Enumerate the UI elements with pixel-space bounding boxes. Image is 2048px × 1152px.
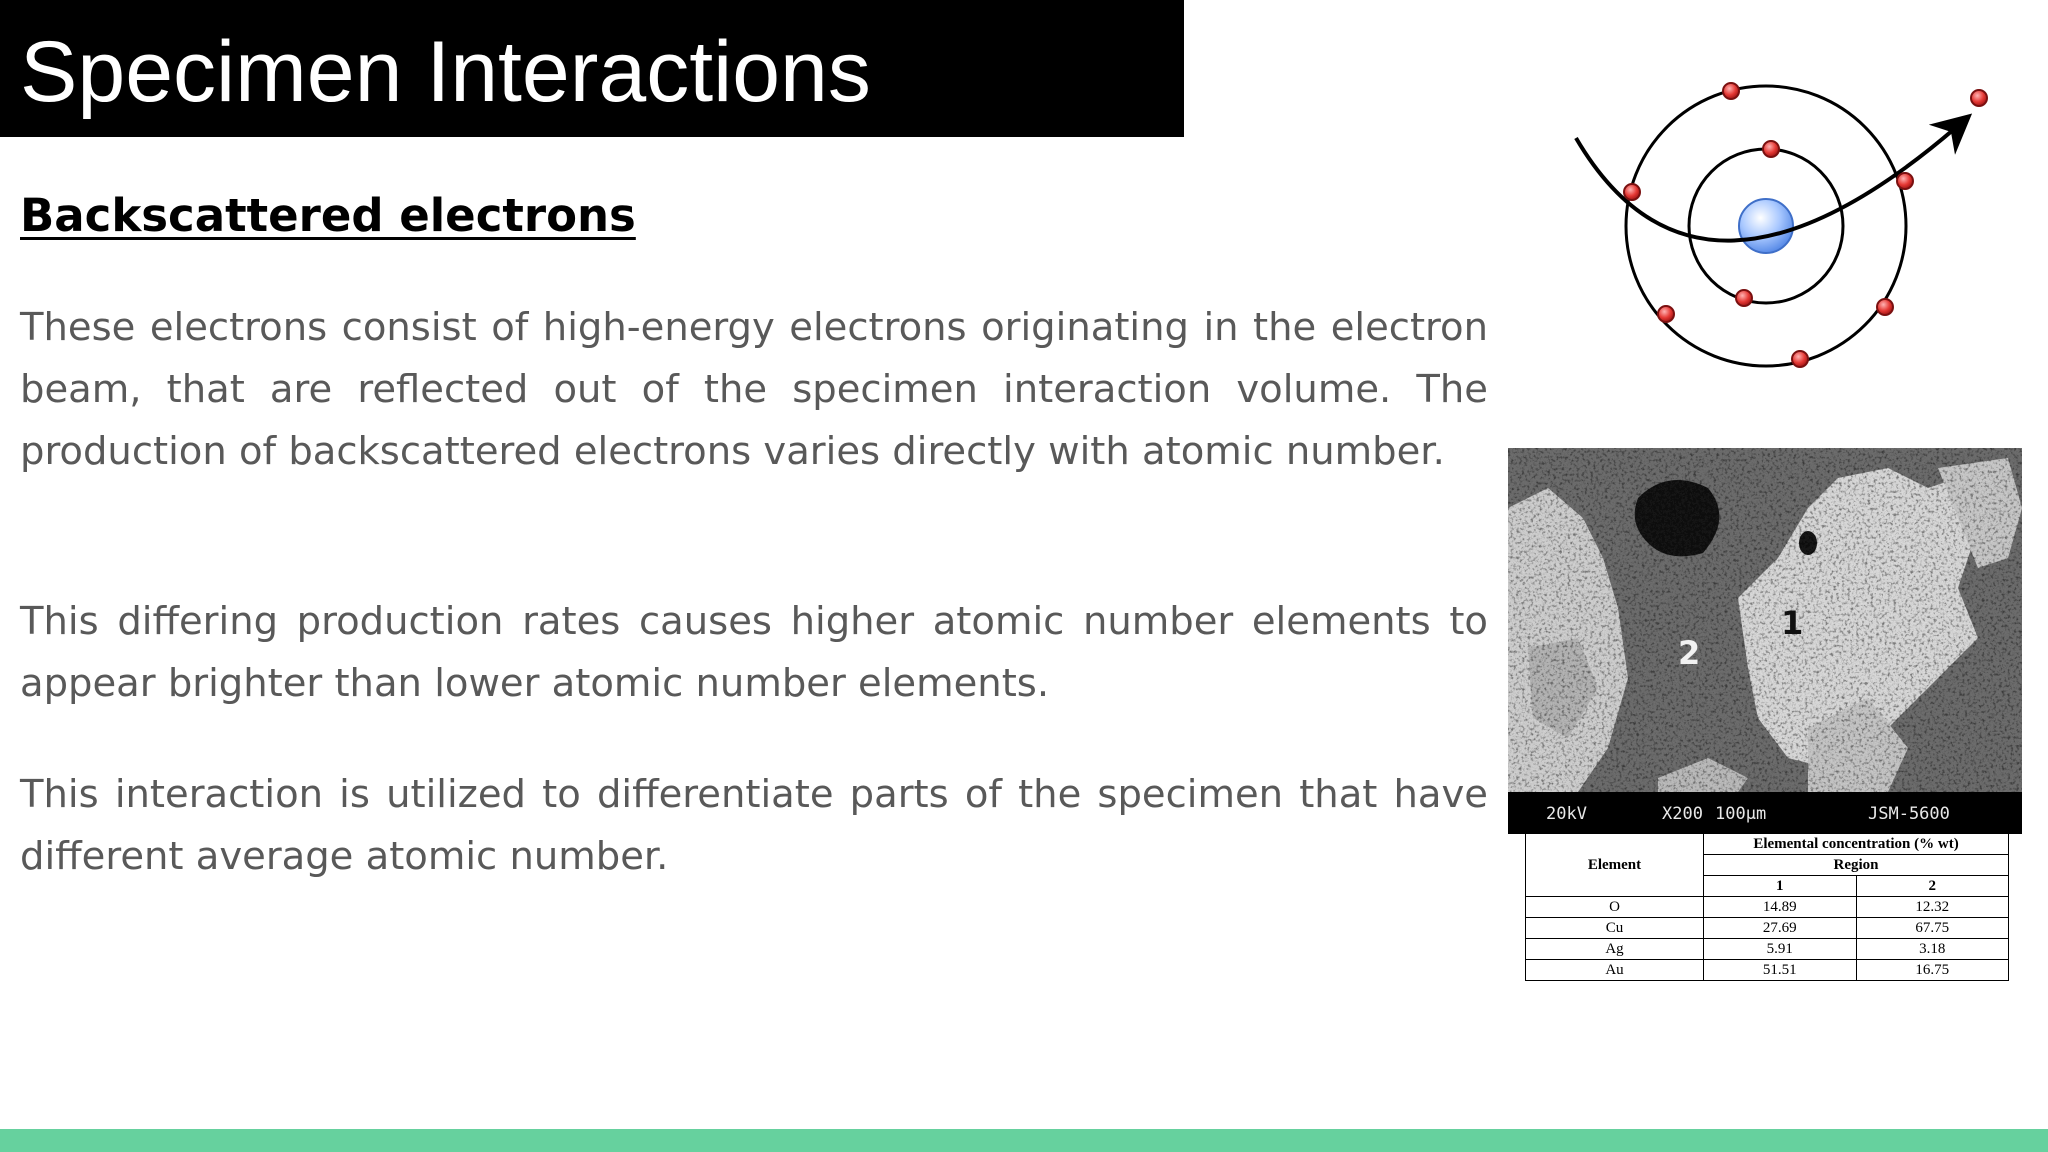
sem-voltage: 20kV xyxy=(1546,804,1587,824)
table-row xyxy=(1526,897,2009,918)
sem-micrograph xyxy=(1508,448,2022,834)
table-cell-region-2: 12.32 xyxy=(1856,897,2009,918)
table-cell-region-1: 14.89 xyxy=(1704,897,1857,918)
atom-orbit-icon xyxy=(1560,70,2000,380)
paragraph-2: This differing production rates causes higher atomic number elements to appear brighter than lower atomic number elements. xyxy=(20,599,1488,706)
paragraph-1: These electrons consist of high-energy electrons originating in the electron beam, that are reflected out of the specimen interaction volume. The production of backscattered electrons varies directly with atomic number. xyxy=(20,305,1488,474)
table-row xyxy=(1526,918,2009,939)
accent-bar xyxy=(0,1129,2048,1152)
table-row xyxy=(1526,960,2009,981)
table-cell-region-1: 5.91 xyxy=(1704,939,1857,960)
table-row xyxy=(1526,939,2009,960)
table-cell-element: Au xyxy=(1526,960,1704,981)
elemental-concentration-table xyxy=(1525,833,2009,981)
table-cell-region-1: 51.51 xyxy=(1704,960,1857,981)
table-header-concentration: Elemental concentration (% wt) xyxy=(1704,834,2009,855)
sem-magnification: X200 xyxy=(1662,804,1703,824)
slide-title: Specimen Interactions xyxy=(20,24,871,120)
table-cell-region-2: 3.18 xyxy=(1856,939,2009,960)
title-bar xyxy=(0,0,1184,137)
table-header-region-2: 2 xyxy=(1856,876,2009,897)
sem-info-bar xyxy=(1508,792,2022,834)
table-header-element: Element xyxy=(1526,834,1704,897)
sem-region-label-1: 1 xyxy=(1781,604,1804,642)
sem-scale: 100µm xyxy=(1715,804,1767,824)
table-header-region: Region xyxy=(1704,855,2009,876)
table-header-region-1: 1 xyxy=(1704,876,1857,897)
sem-instrument: JSM-5600 xyxy=(1868,804,1950,824)
paragraph-3: This interaction is utilized to differentiate parts of the specimen that have different average atomic number. xyxy=(20,772,1488,879)
table-cell-element: Ag xyxy=(1526,939,1704,960)
sem-region-label-2: 2 xyxy=(1678,634,1701,672)
table-cell-element: Cu xyxy=(1526,918,1704,939)
table-cell-region-2: 16.75 xyxy=(1856,960,2009,981)
section-heading: Backscattered electrons xyxy=(20,189,636,242)
table-cell-region-2: 67.75 xyxy=(1856,918,2009,939)
table-cell-region-1: 27.69 xyxy=(1704,918,1857,939)
table-cell-element: O xyxy=(1526,897,1704,918)
